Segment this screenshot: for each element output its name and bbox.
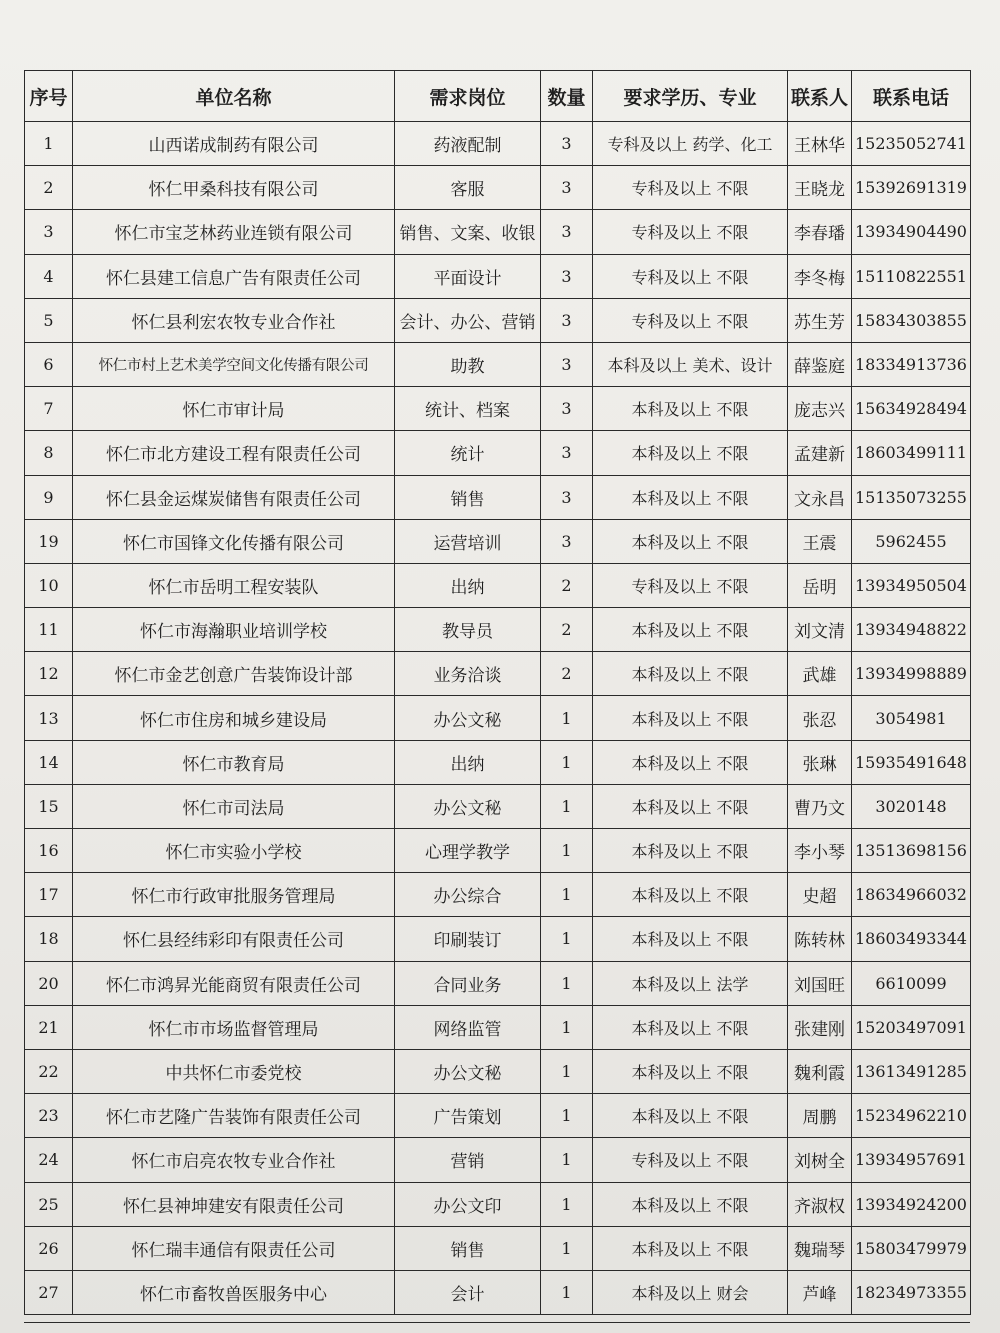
cell-company: 怀仁市国锋文化传播有限公司 — [73, 519, 395, 563]
cell-phone: 15634928494 — [852, 387, 971, 431]
cell-requirement: 本科及以上 不限 — [593, 608, 788, 652]
cell-phone: 13934904490 — [852, 210, 971, 254]
cell-quantity: 1 — [541, 829, 593, 873]
cell-position: 统计、档案 — [395, 387, 541, 431]
cell-requirement: 本科及以上 不限 — [593, 431, 788, 475]
table-row — [25, 1138, 971, 1182]
cell-seq: 26 — [25, 1226, 73, 1270]
cell-phone: 13513698156 — [852, 829, 971, 873]
cell-contact: 齐淑权 — [788, 1182, 852, 1226]
cell-company: 怀仁市村上艺术美学空间文化传播有限公司 — [73, 342, 395, 386]
table-row — [25, 122, 971, 166]
cell-quantity: 1 — [541, 873, 593, 917]
cell-company: 怀仁市海瀚职业培训学校 — [73, 608, 395, 652]
table-row — [25, 387, 971, 431]
cell-contact: 苏生芳 — [788, 298, 852, 342]
cell-quantity: 2 — [541, 608, 593, 652]
cell-quantity: 1 — [541, 1049, 593, 1093]
cell-contact: 岳明 — [788, 563, 852, 607]
table-row — [25, 210, 971, 254]
cell-contact: 李冬梅 — [788, 254, 852, 298]
table-row — [25, 784, 971, 828]
cell-phone: 15834303855 — [852, 298, 971, 342]
table-row — [25, 873, 971, 917]
cell-quantity: 3 — [541, 342, 593, 386]
cell-requirement: 专科及以上 不限 — [593, 210, 788, 254]
cell-position: 印刷装订 — [395, 917, 541, 961]
cell-contact: 刘树全 — [788, 1138, 852, 1182]
cell-seq: 3 — [25, 210, 73, 254]
cell-seq: 15 — [25, 784, 73, 828]
cell-company: 怀仁县利宏农牧专业合作社 — [73, 298, 395, 342]
cell-seq: 21 — [25, 1005, 73, 1049]
cell-contact: 张琳 — [788, 740, 852, 784]
cell-position: 平面设计 — [395, 254, 541, 298]
cell-company: 怀仁市市场监督管理局 — [73, 1005, 395, 1049]
cell-quantity: 2 — [541, 563, 593, 607]
cell-quantity: 3 — [541, 519, 593, 563]
table-row — [25, 1226, 971, 1270]
table-row — [25, 1049, 971, 1093]
cell-phone: 15235052741 — [852, 122, 971, 166]
cell-position: 统计 — [395, 431, 541, 475]
cell-requirement: 本科及以上 财会 — [593, 1270, 788, 1314]
cell-seq: 22 — [25, 1049, 73, 1093]
cell-seq: 7 — [25, 387, 73, 431]
cell-position: 运营培训 — [395, 519, 541, 563]
cell-requirement: 专科及以上 药学、化工 — [593, 122, 788, 166]
cell-phone: 13613491285 — [852, 1049, 971, 1093]
job-listing-table — [24, 70, 971, 1315]
cell-phone: 5962455 — [852, 519, 971, 563]
cell-seq: 19 — [25, 519, 73, 563]
cell-seq: 27 — [25, 1270, 73, 1314]
cell-quantity: 3 — [541, 475, 593, 519]
cell-contact: 庞志兴 — [788, 387, 852, 431]
cell-requirement: 本科及以上 不限 — [593, 1005, 788, 1049]
table-row — [25, 696, 971, 740]
cell-phone: 18634966032 — [852, 873, 971, 917]
cell-position: 营销 — [395, 1138, 541, 1182]
cell-position: 办公文印 — [395, 1182, 541, 1226]
cell-company: 怀仁市启亮农牧专业合作社 — [73, 1138, 395, 1182]
table-row — [25, 740, 971, 784]
cell-company: 怀仁县金运煤炭储售有限责任公司 — [73, 475, 395, 519]
cell-requirement: 专科及以上 不限 — [593, 563, 788, 607]
cell-phone: 13934950504 — [852, 563, 971, 607]
header-position: 需求岗位 — [395, 71, 541, 122]
cell-contact: 李春璠 — [788, 210, 852, 254]
cell-phone: 13934957691 — [852, 1138, 971, 1182]
cell-seq: 6 — [25, 342, 73, 386]
cell-contact: 曹乃文 — [788, 784, 852, 828]
cell-position: 出纳 — [395, 740, 541, 784]
cell-requirement: 本科及以上 不限 — [593, 784, 788, 828]
cell-requirement: 专科及以上 不限 — [593, 298, 788, 342]
cell-phone: 13934948822 — [852, 608, 971, 652]
cell-seq: 11 — [25, 608, 73, 652]
cell-quantity: 1 — [541, 917, 593, 961]
cell-seq: 20 — [25, 961, 73, 1005]
cell-phone: 15392691319 — [852, 166, 971, 210]
table-row — [25, 1094, 971, 1138]
cell-contact: 张忍 — [788, 696, 852, 740]
cell-phone: 18234973355 — [852, 1270, 971, 1314]
cell-requirement: 本科及以上 不限 — [593, 1226, 788, 1270]
cell-contact: 周鹏 — [788, 1094, 852, 1138]
cell-quantity: 1 — [541, 1005, 593, 1049]
cell-seq: 13 — [25, 696, 73, 740]
cell-company: 怀仁瑞丰通信有限责任公司 — [73, 1226, 395, 1270]
cell-phone: 15234962210 — [852, 1094, 971, 1138]
cell-seq: 9 — [25, 475, 73, 519]
table-row — [25, 1005, 971, 1049]
table-row — [25, 829, 971, 873]
cell-quantity: 1 — [541, 740, 593, 784]
cell-company: 怀仁市实验小学校 — [73, 829, 395, 873]
cell-quantity: 3 — [541, 387, 593, 431]
cell-contact: 芦峰 — [788, 1270, 852, 1314]
cell-phone: 15110822551 — [852, 254, 971, 298]
cell-requirement: 本科及以上 不限 — [593, 917, 788, 961]
cell-contact: 文永昌 — [788, 475, 852, 519]
cell-quantity: 3 — [541, 254, 593, 298]
cell-company: 怀仁市住房和城乡建设局 — [73, 696, 395, 740]
cell-position: 会计、办公、营销 — [395, 298, 541, 342]
cell-quantity: 1 — [541, 784, 593, 828]
cell-position: 销售 — [395, 1226, 541, 1270]
cell-contact: 陈转林 — [788, 917, 852, 961]
cell-company: 怀仁市行政审批服务管理局 — [73, 873, 395, 917]
cell-quantity: 1 — [541, 1226, 593, 1270]
cell-company: 怀仁市宝芝林药业连锁有限公司 — [73, 210, 395, 254]
header-company: 单位名称 — [73, 71, 395, 122]
cell-contact: 武雄 — [788, 652, 852, 696]
cell-company: 中共怀仁市委党校 — [73, 1049, 395, 1093]
header-contact: 联系人 — [788, 71, 852, 122]
cell-position: 心理学教学 — [395, 829, 541, 873]
cell-contact: 薛鉴庭 — [788, 342, 852, 386]
cell-contact: 王林华 — [788, 122, 852, 166]
cell-quantity: 3 — [541, 431, 593, 475]
cell-contact: 史超 — [788, 873, 852, 917]
cell-quantity: 3 — [541, 166, 593, 210]
cell-requirement: 本科及以上 不限 — [593, 1094, 788, 1138]
cell-requirement: 专科及以上 不限 — [593, 254, 788, 298]
header-seq: 序号 — [25, 71, 73, 122]
cell-position: 业务洽谈 — [395, 652, 541, 696]
cell-company: 怀仁市岳明工程安装队 — [73, 563, 395, 607]
cell-seq: 4 — [25, 254, 73, 298]
cell-contact: 刘国旺 — [788, 961, 852, 1005]
cell-company: 怀仁县神坤建安有限责任公司 — [73, 1182, 395, 1226]
cell-company: 怀仁市审计局 — [73, 387, 395, 431]
cell-requirement: 本科及以上 不限 — [593, 1182, 788, 1226]
cell-requirement: 本科及以上 法学 — [593, 961, 788, 1005]
cell-seq: 5 — [25, 298, 73, 342]
cell-phone: 3054981 — [852, 696, 971, 740]
cell-phone: 18334913736 — [852, 342, 971, 386]
cell-phone: 13934924200 — [852, 1182, 971, 1226]
cell-position: 会计 — [395, 1270, 541, 1314]
cell-phone: 18603499111 — [852, 431, 971, 475]
cell-company: 怀仁市鸿昇光能商贸有限责任公司 — [73, 961, 395, 1005]
cell-phone: 15935491648 — [852, 740, 971, 784]
table-row — [25, 917, 971, 961]
cell-requirement: 本科及以上 不限 — [593, 696, 788, 740]
cell-contact: 王晓龙 — [788, 166, 852, 210]
table-header-row — [25, 71, 971, 122]
cell-requirement: 本科及以上 不限 — [593, 519, 788, 563]
table-row — [25, 475, 971, 519]
cell-quantity: 3 — [541, 298, 593, 342]
cell-company: 怀仁市金艺创意广告装饰设计部 — [73, 652, 395, 696]
cell-seq: 16 — [25, 829, 73, 873]
cell-company: 怀仁县建工信息广告有限责任公司 — [73, 254, 395, 298]
cell-requirement: 专科及以上 不限 — [593, 1138, 788, 1182]
cell-seq: 2 — [25, 166, 73, 210]
cell-position: 办公综合 — [395, 873, 541, 917]
table-bottom-border — [24, 1322, 970, 1323]
cell-position: 助教 — [395, 342, 541, 386]
cell-requirement: 专科及以上 不限 — [593, 166, 788, 210]
cell-contact: 孟建新 — [788, 431, 852, 475]
cell-contact: 王震 — [788, 519, 852, 563]
cell-quantity: 3 — [541, 210, 593, 254]
cell-quantity: 1 — [541, 1182, 593, 1226]
header-requirement: 要求学历、专业 — [593, 71, 788, 122]
cell-phone: 18603493344 — [852, 917, 971, 961]
cell-company: 怀仁甲桑科技有限公司 — [73, 166, 395, 210]
cell-seq: 1 — [25, 122, 73, 166]
cell-quantity: 1 — [541, 1094, 593, 1138]
cell-seq: 24 — [25, 1138, 73, 1182]
cell-contact: 魏瑞琴 — [788, 1226, 852, 1270]
cell-phone: 3020148 — [852, 784, 971, 828]
cell-quantity: 3 — [541, 122, 593, 166]
cell-company: 怀仁市司法局 — [73, 784, 395, 828]
cell-seq: 14 — [25, 740, 73, 784]
cell-quantity: 2 — [541, 652, 593, 696]
cell-quantity: 1 — [541, 1138, 593, 1182]
cell-phone: 15135073255 — [852, 475, 971, 519]
cell-phone: 15203497091 — [852, 1005, 971, 1049]
table-row — [25, 519, 971, 563]
table-row — [25, 166, 971, 210]
table-row — [25, 1270, 971, 1314]
cell-seq: 17 — [25, 873, 73, 917]
table-row — [25, 254, 971, 298]
cell-company: 怀仁市教育局 — [73, 740, 395, 784]
cell-position: 网络监管 — [395, 1005, 541, 1049]
cell-position: 合同业务 — [395, 961, 541, 1005]
cell-position: 客服 — [395, 166, 541, 210]
cell-position: 教导员 — [395, 608, 541, 652]
cell-requirement: 本科及以上 不限 — [593, 740, 788, 784]
table-row — [25, 961, 971, 1005]
cell-seq: 18 — [25, 917, 73, 961]
table-row — [25, 1182, 971, 1226]
cell-requirement: 本科及以上 不限 — [593, 652, 788, 696]
cell-requirement: 本科及以上 不限 — [593, 1049, 788, 1093]
cell-position: 广告策划 — [395, 1094, 541, 1138]
table-row — [25, 298, 971, 342]
cell-contact: 张建刚 — [788, 1005, 852, 1049]
cell-phone: 6610099 — [852, 961, 971, 1005]
cell-position: 办公文秘 — [395, 784, 541, 828]
cell-requirement: 本科及以上 美术、设计 — [593, 342, 788, 386]
cell-company: 山西诺成制药有限公司 — [73, 122, 395, 166]
table-row — [25, 431, 971, 475]
cell-requirement: 本科及以上 不限 — [593, 873, 788, 917]
cell-contact: 李小琴 — [788, 829, 852, 873]
cell-position: 销售 — [395, 475, 541, 519]
cell-requirement: 本科及以上 不限 — [593, 829, 788, 873]
cell-contact: 刘文清 — [788, 608, 852, 652]
cell-requirement: 本科及以上 不限 — [593, 475, 788, 519]
cell-company: 怀仁县经纬彩印有限责任公司 — [73, 917, 395, 961]
cell-seq: 10 — [25, 563, 73, 607]
cell-position: 办公文秘 — [395, 1049, 541, 1093]
cell-position: 办公文秘 — [395, 696, 541, 740]
cell-seq: 23 — [25, 1094, 73, 1138]
header-phone: 联系电话 — [852, 71, 971, 122]
cell-phone: 13934998889 — [852, 652, 971, 696]
cell-seq: 25 — [25, 1182, 73, 1226]
cell-seq: 8 — [25, 431, 73, 475]
cell-company: 怀仁市艺隆广告装饰有限责任公司 — [73, 1094, 395, 1138]
table-row — [25, 342, 971, 386]
cell-quantity: 1 — [541, 1270, 593, 1314]
cell-quantity: 1 — [541, 961, 593, 1005]
header-quantity: 数量 — [541, 71, 593, 122]
cell-position: 药液配制 — [395, 122, 541, 166]
table-row — [25, 608, 971, 652]
cell-company: 怀仁市畜牧兽医服务中心 — [73, 1270, 395, 1314]
cell-contact: 魏利霞 — [788, 1049, 852, 1093]
cell-position: 出纳 — [395, 563, 541, 607]
table-row — [25, 652, 971, 696]
cell-phone: 15803479979 — [852, 1226, 971, 1270]
cell-seq: 12 — [25, 652, 73, 696]
cell-company: 怀仁市北方建设工程有限责任公司 — [73, 431, 395, 475]
cell-position: 销售、文案、收银 — [395, 210, 541, 254]
table-row — [25, 563, 971, 607]
cell-requirement: 本科及以上 不限 — [593, 387, 788, 431]
table-body — [25, 122, 971, 1315]
cell-quantity: 1 — [541, 696, 593, 740]
